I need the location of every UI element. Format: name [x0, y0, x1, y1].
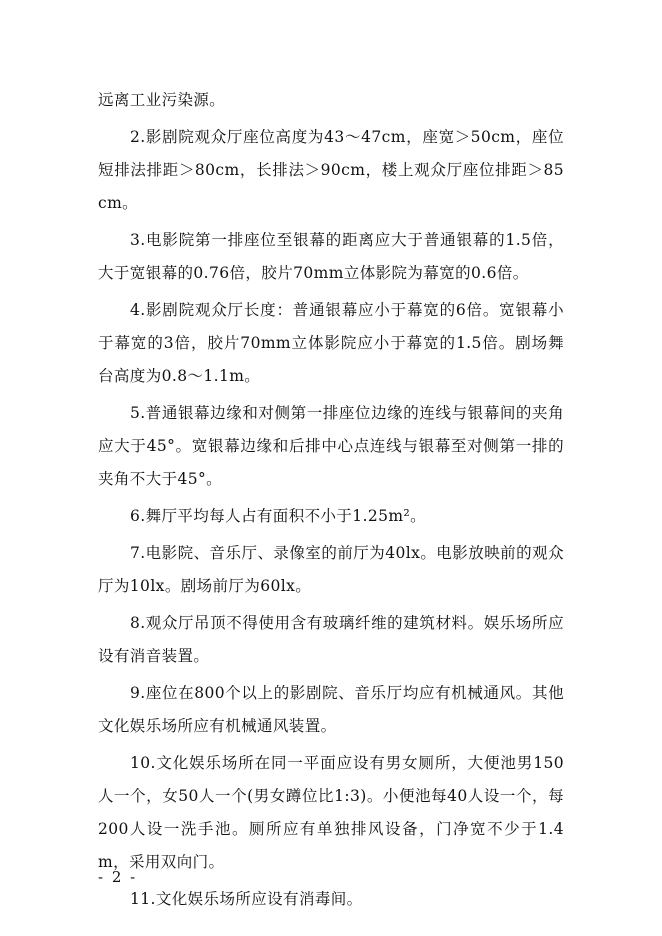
paragraph-continuation: 远离工业污染源。 [98, 91, 226, 109]
page-number: - 2 - [98, 868, 138, 886]
paragraph-item-6: 6.舞厅平均每人占有面积不小于1.25m²。 [130, 507, 427, 525]
paragraph-item-4: 4.影剧院观众厅长度：普通银幕应小于幕宽的6倍。宽银幕小于幕宽的3倍，胶片70mm立体影院应小于幕宽的1.5倍。剧场舞台高度为0.8～1.1m。 [98, 301, 564, 385]
paragraph-item-5: 5.普通银幕边缘和对侧第一排座位边缘的连线与银幕间的夹角应大于45°。宽银幕边缘和后排中心点连线与银幕至对侧第一排的夹角不大于45°。 [98, 404, 564, 488]
paragraph-item-9: 9.座位在800个以上的影剧院、音乐厅均应有机械通风。其他文化娱乐场所应有机械通风装置。 [98, 684, 564, 735]
paragraph-item-7: 7.电影院、音乐厅、录像室的前厅为40lx。电影放映前的观众厅为10lx。剧场前厅为60lx。 [98, 544, 564, 595]
paragraph-item-11: 11.文化娱乐场所应设有消毒间。 [130, 890, 363, 908]
document-body [98, 84, 564, 916]
paragraph-item-2: 2.影剧院观众厅座位高度为43～47cm，座宽＞50cm，座位短排法排距＞80cm，长排法＞90cm，楼上观众厅座位排距＞85cm。 [98, 128, 564, 212]
paragraph-item-3: 3.电影院第一排座位至银幕的距离应大于普通银幕的1.5倍，大于宽银幕的0.76倍，胶片70mm立体影院为幕宽的0.6倍。 [98, 231, 564, 282]
paragraph-item-8: 8.观众厅吊顶不得使用含有玻璃纤维的建筑材料。娱乐场所应设有消音装置。 [98, 614, 564, 665]
paragraph-item-10: 10.文化娱乐场所在同一平面应设有男女厕所，大便池男150人一个，女50人一个(男女蹲位比1:3)。小便池每40人设一个，每200人设一洗手池。厕所应有单独排风设备，门净宽不少于1.4m，采用双向门。 [98, 754, 564, 871]
